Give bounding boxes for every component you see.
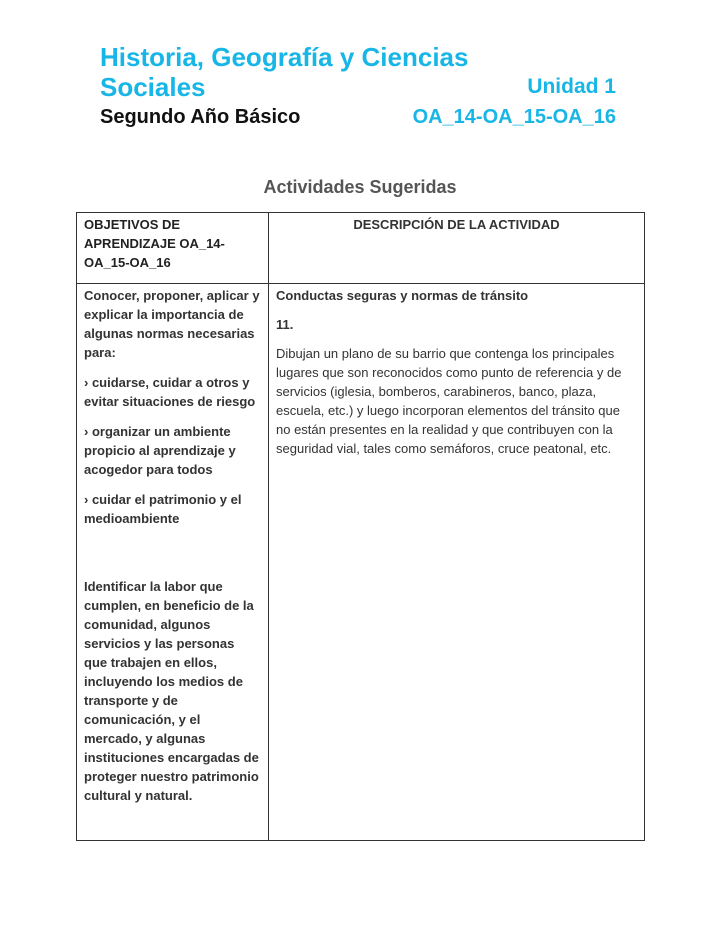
grade-label: Segundo Año Básico	[100, 106, 301, 128]
objective-item: › cuidar el patrimonio y el medioambiente	[84, 492, 242, 526]
objective-item: Conocer, proponer, aplicar y explicar la importancia de algunas normas necesarias para:	[84, 288, 260, 360]
description-header: DESCRIPCIÓN DE LA ACTIVIDAD	[269, 213, 645, 284]
objectives-header: OBJETIVOS DE APRENDIZAJE OA_14-OA_15-OA_16	[77, 213, 269, 284]
oa-codes-label: OA_14-OA_15-OA_16	[412, 106, 616, 128]
table-row	[77, 284, 645, 841]
objective-item: › organizar un ambiente propicio al aprendizaje y acogedor para todos	[84, 424, 236, 477]
section-title: Actividades Sugeridas	[263, 177, 457, 197]
objectives-cell	[77, 284, 269, 841]
activity-number: 11.	[276, 317, 294, 332]
activities-table	[76, 212, 645, 841]
activity-title: Conductas seguras y normas de tránsito	[276, 288, 529, 303]
objective-item: Identificar la labor que cumplen, en beneficio de la comunidad, algunos servicios y las personas que trabajen en ellos, incluyendo los medios de transporte y de comunicación, y el mercado, y algunas instituciones encargadas de proteger nuestro patrimonio cultural y natural.	[84, 579, 259, 803]
unit-label: Unidad 1	[527, 75, 616, 98]
activity-description: Dibujan un plano de su barrio que contenga los principales lugares que son reconocidos como punto de referencia y de servicios (iglesia, bomberos, carabineros, banco, plaza, escuela, etc.) y luego incorporan elementos del tránsito que no están presentes en la realidad y que contribuyen con la seguridad vial, tales como semáforos, cruce peatonal, etc.	[276, 346, 622, 456]
title-row-2	[100, 72, 618, 102]
activity-cell	[269, 284, 645, 841]
objective-item: › cuidarse, cuidar a otros y evitar situaciones de riesgo	[84, 375, 256, 409]
table-header-row	[77, 213, 645, 284]
subject-title-line1: Historia, Geografía y Ciencias	[100, 42, 469, 72]
document-header	[100, 42, 618, 130]
title-row-3	[100, 104, 618, 130]
subject-title-line2: Sociales	[100, 72, 206, 102]
